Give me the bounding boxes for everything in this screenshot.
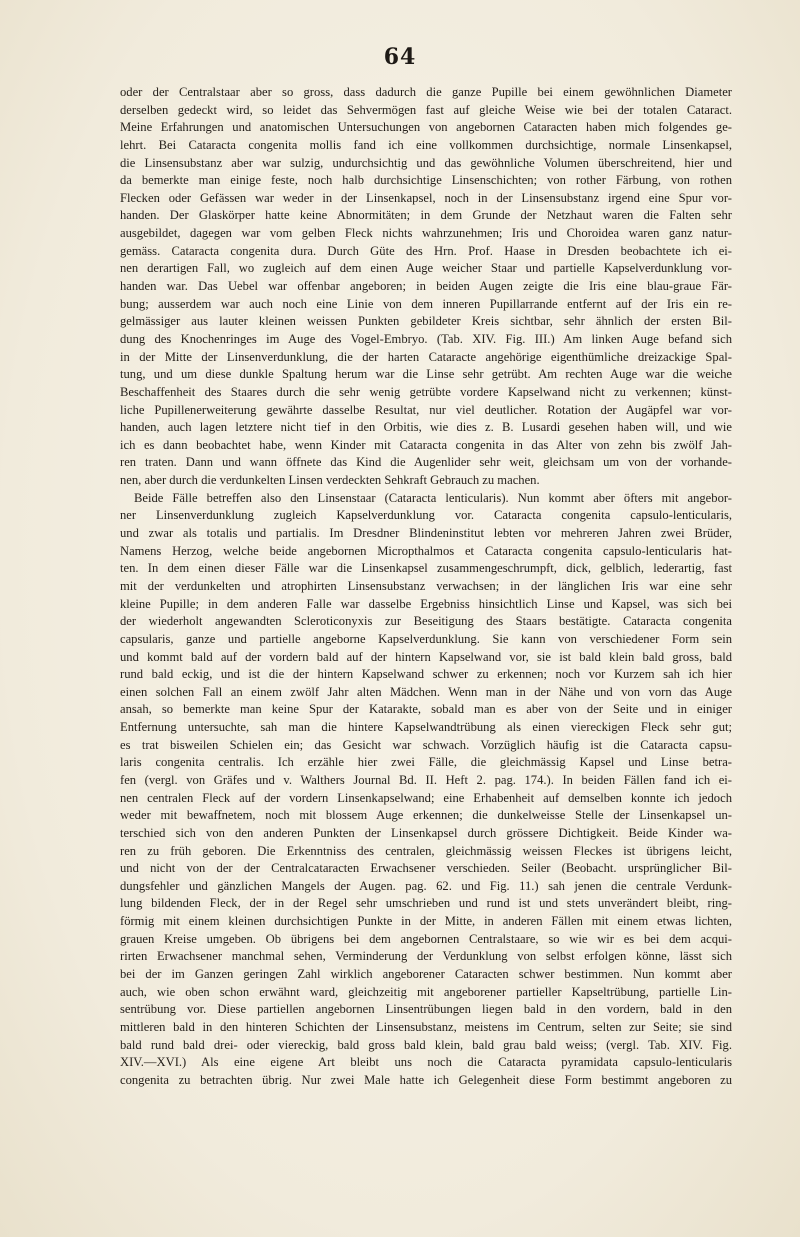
text-line: bei der im Ganzen geringen Zahl wirklich angeborener Cataracten schwer bestimmen. Nun kommt aber bbox=[120, 967, 732, 982]
text-line: kleine Pupille; in dem anderen Falle war dasselbe Ergebniss hinsichtlich Linse und Kapsel, was sich bei bbox=[120, 596, 732, 611]
text-line: ner Linsenverdunklung zugleich Kapselverdunklung vor. Cataracta congenita capsulo-lenticularis, bbox=[120, 508, 732, 523]
page-number: 64 bbox=[383, 44, 417, 70]
text-line: lung bildenden Fleck, der in der Regel sehr umschrieben und rund ist und stets unverändert bleibt, ring- bbox=[120, 896, 732, 911]
text-line: dung des Knochenringes im Auge des Vogel-Embryo. (Tab. XIV. Fig. III.) Am linken Auge befand sich bbox=[120, 331, 732, 346]
text-line: und zwar als totalis und partialis. Im Dresdner Blindeninstitut lebten vor mehreren Jahren zwei Brüder, bbox=[120, 526, 732, 541]
text-line: es trat bisweilen Schielen ein; das Gesicht war schwach. Vorzüglich häufig ist die Cataracta capsu- bbox=[120, 737, 732, 752]
text-line: nen derartigen Fall, wo zugleich auf dem einen Auge weicher Staar und partielle Kapselverdunklung vor- bbox=[120, 261, 732, 276]
text-line: ansah, so bemerkte man keine Spur der Katarakte, sobald man es aber von der Seite und in einiger bbox=[120, 702, 732, 717]
text-line: rirten Erwachsener manchmal sehen, Verminderung der Verdunklung von selbst erfolgen könne, lässt sich bbox=[120, 949, 732, 964]
text-line: rund bald eckig, und ist die der hintern Kapselwand schwer zu erkennen; noch vor Kurzem sah ich hier bbox=[120, 667, 732, 682]
text-line: gelmässiger aus lauter kleinen weissen Punkten gebildeter Kreis sichtbar, sehr ähnlich der ersten Bil- bbox=[120, 314, 732, 329]
text-line: Flecken oder Gefässen war weder in der Linsenkapsel, noch in der Linsensubstanz irgend eine Spur vor- bbox=[120, 190, 732, 205]
text-line: Beschaffenheit des Staares durch die sehr wenig getrübte vordere Kapselwand nicht zu verkennen; künst- bbox=[120, 384, 732, 399]
text-line: da bemerkte man einige feste, noch halb durchsichtige Linsenschichten; von rother Färbung, von rothen bbox=[120, 173, 732, 188]
text-line: ich es dann beobachtet habe, wenn Kinder mit Cataracta congenita in das Alter von zehn bis zwölf Jah- bbox=[120, 437, 732, 452]
text-line: und kommt bald auf der vordern bald auf der hintern Kapselwand vor, sie ist bald klein bald gross, bald bbox=[120, 649, 732, 664]
body-text bbox=[120, 84, 732, 1090]
text-line: liche Pupillenerweiterung gewährte dasselbe Resultat, nur viel deutlicher. Rotation der Augäpfel war vor- bbox=[120, 402, 732, 417]
text-line: förmig mit einem kleinen durchsichtigen Punkte in der Mitte, in anderen Fällen mit einem etwas lichten, bbox=[120, 914, 732, 929]
text-line: XIV.—XVI.) Als eine eigene Art bleibt uns noch die Cataracta pyramidata capsulo-lenticularis bbox=[120, 1055, 732, 1070]
text-line: derselben gedeckt wird, so leidet das Sehvermögen fast auf gleiche Weise wie bei der totalen Cataract. bbox=[120, 102, 732, 117]
text-line: Entfernung untersuchte, sah man die hintere Kapselwandtrübung als einen viereckigen Fleck sehr gut; bbox=[120, 720, 732, 735]
text-line: oder der Centralstaar aber so gross, dass dadurch die ganze Pupille bei einem gewöhnlichen Diameter bbox=[120, 85, 732, 99]
text-line: dungsfehler und gänzlichen Mangels der Augen. pag. 62. und Fig. 11.) sah jenen die centrale Verdunk- bbox=[120, 878, 732, 893]
text-line: in der Mitte der Linsenverdunklung, die der harten Cataracte angehörige eigenthümliche dreizackige Spal- bbox=[120, 349, 732, 364]
text-line: der wiederholt angewandten Scleroticonyxis zur Beseitigung des Staars bestätigte. Cataracta congenita bbox=[120, 614, 732, 629]
text-line: weder mit bewaffnetem, noch mit blossem Auge erkennen; die dunkelweisse Stelle der Linsenkapsel un- bbox=[120, 808, 732, 823]
text-line: auch, wie oben schon erwähnt ward, gleichzeitig mit angeborener partieller Kapseltrübung, partielle Lin- bbox=[120, 984, 732, 999]
text-line: Namens Herzog, welche beide angebornen Micropthalmos et Cataracta congenita capsulo-lenticularis hat- bbox=[120, 543, 732, 558]
text-line: gemäss. Cataracta congenita dura. Durch Güte des Hrn. Prof. Haase in Dresden beobachtete ich ei- bbox=[120, 243, 732, 258]
text-line: sentrübung vor. Diese partiellen angebornen Linsentrübungen liegen bald in den vordern, bald in den bbox=[120, 1002, 732, 1017]
text-line: bald rund bald drei- oder viereckig, bald gross bald klein, bald grau bald weiss; (vergl. Tab. XIV. Fig. bbox=[120, 1037, 732, 1052]
text-line: nen, aber durch die verdunkelten Linsen verdeckten Sehkraft Gebrauch zu machen. bbox=[120, 473, 540, 488]
text-line: laris congenita centralis. Ich erzähle hier zwei Fälle, die gleichmässig Kapsel und Linse betra- bbox=[120, 755, 732, 770]
text-line: nen centralen Fleck auf der vordern Linsenkapselwand; eine Erhabenheit auf demselben konnte ich jedoch bbox=[120, 790, 732, 805]
text-line: ren traten. Dann und wann öffnete das Kind die Augenlider sehr weit, gleichsam um von der vorhande- bbox=[120, 455, 732, 470]
text-line: tung, und um diese dunkle Spaltung herum war die Linse sehr getrübt. Am rechten Auge war die weiche bbox=[120, 367, 732, 382]
text-line: handen war. Das Uebel war offenbar angeboren; in beiden Augen zeigte die Iris eine blau-graue Fär- bbox=[120, 279, 732, 294]
text-line: Beide Fälle betreffen also den Linsenstaar (Cataracta lenticularis). Nun kommt aber öfters mit angebor- bbox=[134, 490, 732, 505]
text-line: bung; ausserdem war auch noch eine Linie von dem inneren Pupillarrande entfernt auf der Iris ein re- bbox=[120, 296, 732, 311]
text-line: ten. In dem einen dieser Fälle war die Linsenkapsel zusammengeschrumpft, dick, gelblich, lederartig, fast bbox=[120, 561, 732, 576]
text-line: mit der verdunkelten und atrophirten Linsensubstanz verwachsen; in der länglichen Iris war eine sehr bbox=[120, 578, 732, 593]
text-line: congenita zu betrachten übrig. Nur zwei Male hatte ich Gelegenheit diese Form bestimmt angeboren zu bbox=[120, 1072, 732, 1087]
text-line: Meine Erfahrungen und anatomischen Untersuchungen von angebornen Cataracten haben mich folgendes ge- bbox=[120, 120, 732, 135]
text-line: grauen Kreise umgeben. Ob übrigens bei dem angebornen Centralstaare, so wie wir es bei dem acqui- bbox=[120, 931, 732, 946]
text-line: mittleren bald in den hinteren Schichten der Linsensubstanz, meistens im Centrum, selten zur Seite; sie sind bbox=[120, 1019, 732, 1034]
text-line: ren zu früh geboren. Die Erkenntniss des centralen, gleichmässig weissen Fleckes ist übrigens leicht, bbox=[120, 843, 732, 858]
text-line: capsularis, ganze und partielle angeborne Kapselverdunklung. Sie kann von verschiedener Form sein bbox=[120, 631, 732, 646]
text-line: fen (vergl. von Gräfes und v. Walthers Journal Bd. II. Heft 2. pag. 174.). In beiden Fällen fand ich ei- bbox=[120, 772, 732, 787]
text-line: einen solchen Fall an einem zwölf Jahr alten Mädchen. Wenn man in der Nähe und von vorn das Auge bbox=[120, 684, 732, 699]
text-line: die Linsensubstanz aber war sulzig, undurchsichtig und das gewöhnliche Volumen überschreitend, hier und bbox=[120, 155, 732, 170]
text-line: lehrt. Bei Cataracta congenita mollis fand ich eine vollkommen durchsichtige, normale Linsenkapsel, bbox=[120, 137, 732, 152]
text-line: handen. Der Glaskörper hatte keine Abnormitäten; in dem Grunde der Netzhaut waren die Falten sehr bbox=[120, 208, 732, 223]
text-line: terschied sich von den anderen Punkten der Linsenkapsel durch grössere Dichtigkeit. Beide Kinder wa- bbox=[120, 825, 732, 840]
text-line: und nicht von der der Centralcataracten Erwachsener verschieden. Seiler (Beobacht. ursprünglicher Bil- bbox=[120, 861, 732, 876]
text-line: ausgebildet, dagegen war vom gelben Fleck nichts wahrzunehmen; Iris und Choroidea waren ganz natur- bbox=[120, 226, 732, 241]
text-line: handen, auch lagen letztere nicht tief in den Orbitis, wie dies z. B. Lusardi gesehen haben will, und wie bbox=[120, 420, 732, 435]
